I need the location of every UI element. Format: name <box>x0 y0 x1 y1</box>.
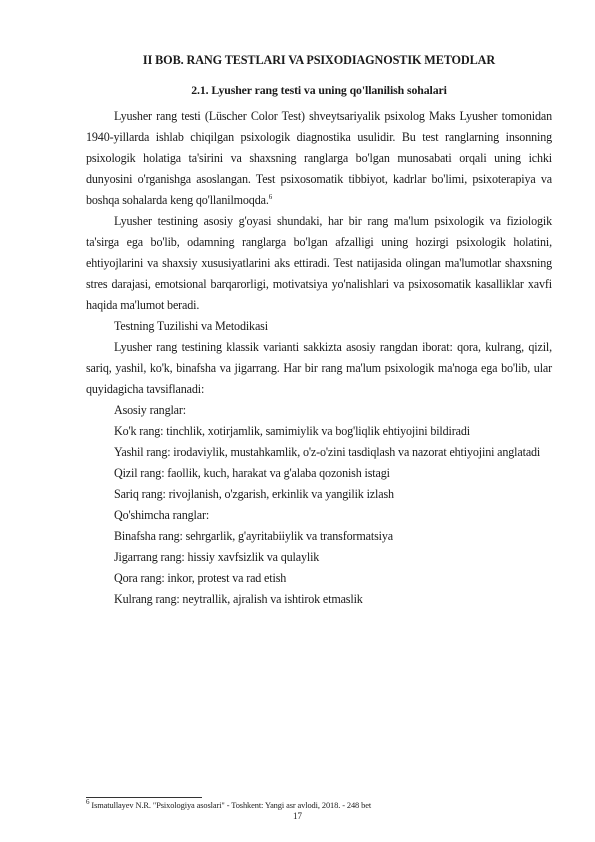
color-item-purple: Binafsha rang: sehrgarlik, g'ayritabiiylik va transformatsiya <box>114 529 393 543</box>
chapter-title: II BOB. RANG TESTLARI VA PSIXODIAGNOSTIK METODLAR <box>142 53 496 67</box>
paragraph-intro <box>86 106 552 211</box>
color-item-red: Qizil rang: faollik, kuch, harakat va g'alaba qozonish istagi <box>114 466 390 480</box>
color-item-green: Yashil rang: irodaviylik, mustahkamlik, o'z-o'zini tasdiqlash va nazorat ehtiyojini anglatadi <box>114 445 541 459</box>
footnote <box>86 800 371 811</box>
page-number: 17 <box>293 811 302 821</box>
subheading-structure: Testning Tuzilishi va Metodikasi <box>114 319 268 333</box>
paragraph-method: Lyusher rang testining klassik varianti sakkizta asosiy rangdan iborat: qora, kulrang, qizil, sariq, yashil, ko'k, binafsha va jigarrang. Har bir rang ma'lum psixologik ma'noga ega bo'lib, ular quyidagicha tavsiflanadi: <box>86 340 552 396</box>
color-item-gray: Kulrang rang: neytrallik, ajralish va ishtirok etmaslik <box>114 592 363 606</box>
color-item-black: Qora rang: inkor, protest va rad etish <box>114 571 287 585</box>
paragraph-main-idea: Lyusher testining asosiy g'oyasi shundaki, har bir rang ma'lum psixologik va fiziologik ta'sirga ega bo'lib, odamning ranglarga bo'lgan afzalligi uning hozirgi psixologik holatini, ehtiyojlarini va shaxsiy xususiyatlarini aks ettiradi. Test natijasida olingan ma'lumotlar shaxsning stres darajasi, emotsional barqarorligi, motivatsiya yo'nalishlari va psixosomatik kasalliklar xavfi haqida ma'lumot beradi. <box>86 214 552 312</box>
footnote-reference[interactable]: 6 <box>268 192 273 201</box>
color-item-brown: Jigarrang rang: hissiy xavfsizlik va qulaylik <box>114 550 320 564</box>
footnote-text: Ismatullayev N.R. "Psixologiya asoslari" - Toshkent: Yangi asr avlodi, 2018. - 248 bet <box>91 801 372 810</box>
additional-colors-label: Qo'shimcha ranglar: <box>114 508 210 522</box>
color-item-yellow: Sariq rang: rivojlanish, o'zgarish, erkinlik va yangilik izlash <box>114 487 394 501</box>
basic-colors-label: Asosiy ranglar: <box>114 403 186 417</box>
footnote-number: 6 <box>86 798 90 807</box>
footnote-divider <box>86 797 202 798</box>
color-item-blue: Ko'k rang: tinchlik, xotirjamlik, samimiylik va bog'liqlik ehtiyojini bildiradi <box>114 424 470 438</box>
section-title: 2.1. Lyusher rang testi va uning qo'llanilish sohalari <box>191 83 447 97</box>
document-page <box>86 52 552 610</box>
paragraph-intro-text: Lyusher rang testi (Lüscher Color Test) shveytsariyalik psixolog Maks Lyusher tomonidan 1940-yillarda ishlab chiqilgan psixologik diagnostika usulidir. Bu test ranglarning insonning psixologik holatiga ta'sirini va shaxsning ranglarga bo'lgan munosabati orqali uning ichki dunyosini o'rganishga asoslangan. Test psixosomatik tibbiyot, kadrlar bo'limi, psixoterapiya va boshqa sohalarda keng qo'llanilmoqda. <box>86 109 552 207</box>
